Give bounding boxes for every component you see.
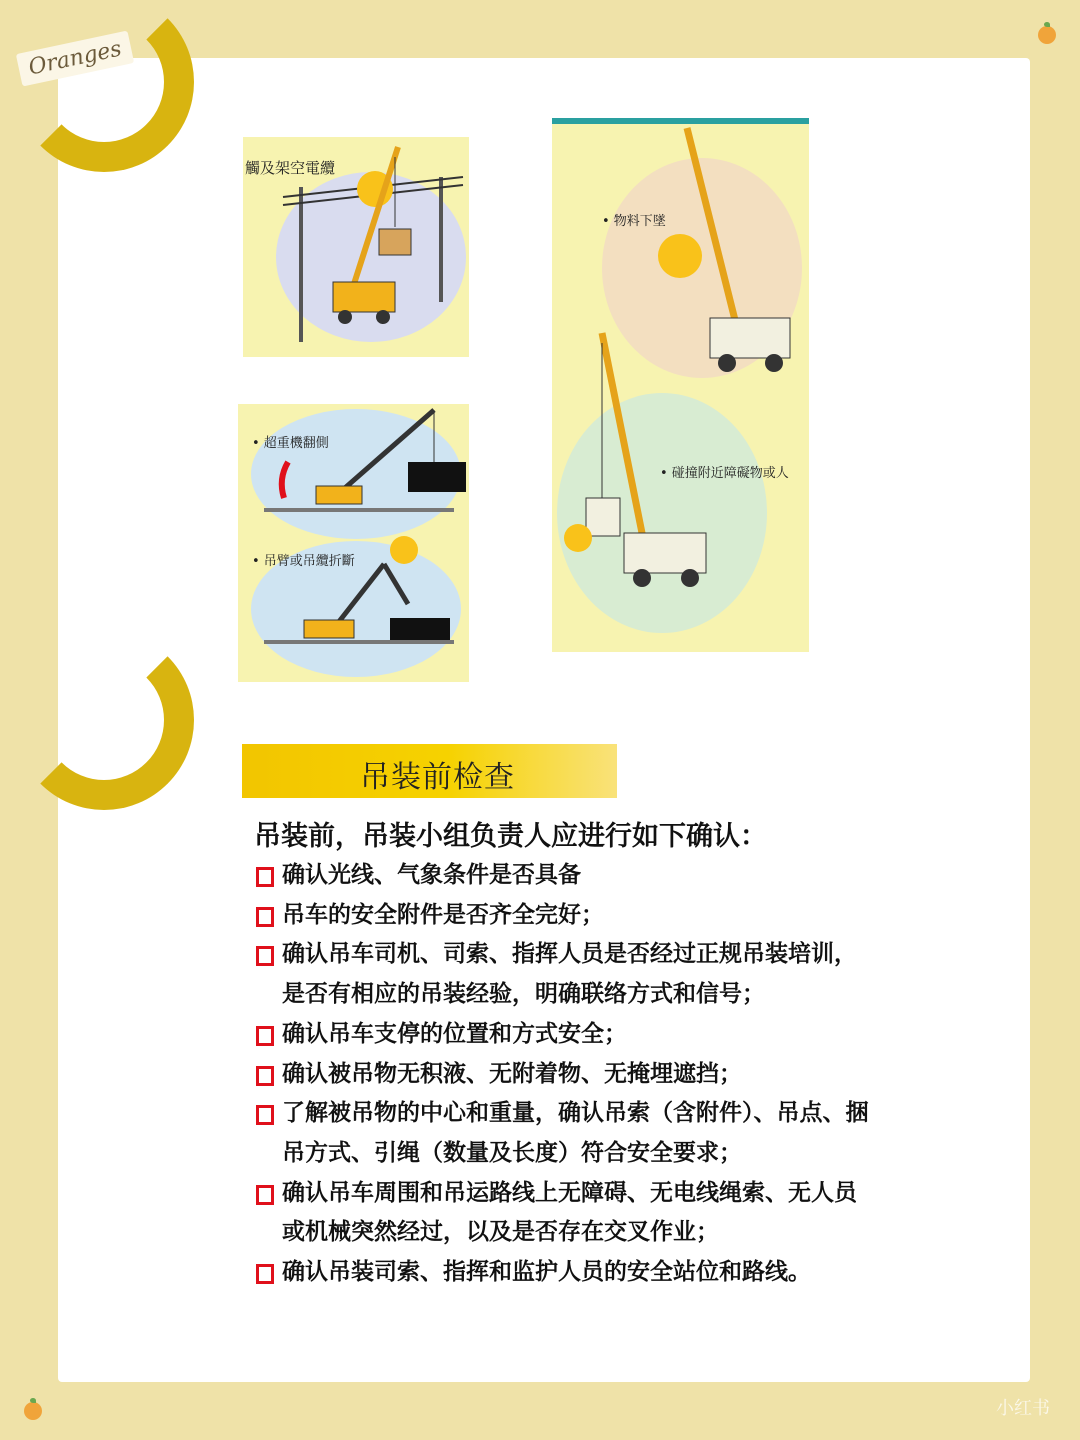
checkbox-icon xyxy=(256,1066,274,1086)
checkbox-icon xyxy=(256,1026,274,1046)
checkbox-icon xyxy=(256,1264,274,1284)
checklist-item xyxy=(254,896,874,936)
brand-logo: Oranges xyxy=(16,30,135,86)
checklist-item xyxy=(254,1015,874,1055)
section-title: 吊装前检查 xyxy=(360,760,515,795)
checklist-item-text: 确认吊车支停的位置和方式安全； xyxy=(282,1020,627,1047)
checkbox-icon xyxy=(256,1185,274,1205)
illustration-overhead-cable xyxy=(243,137,469,357)
falling-load-label: • 物料下墜 xyxy=(602,214,666,229)
inspection-checklist xyxy=(254,856,874,1293)
checkbox-icon xyxy=(256,867,274,887)
boom-break-label: • 吊臂或吊纜折斷 xyxy=(252,554,355,569)
checklist-item-text: 确认被吊物无积液、无附着物、无掩埋遮挡； xyxy=(282,1060,742,1087)
checklist-item xyxy=(254,1253,874,1293)
checklist-item-text: 确认吊车周围和吊运路线上无障碍、无电线绳索、无人员或机械突然经过，以及是否存在交叉作业； xyxy=(282,1179,857,1246)
checklist-item-text: 确认吊车司机、司索、指挥人员是否经过正规吊装培训，是否有相应的吊装经验，明确联络方式和信号； xyxy=(282,941,857,1008)
checklist-item-text: 吊车的安全附件是否齐全完好； xyxy=(282,901,604,928)
collision-label: • 碰撞附近障礙物或人 xyxy=(660,466,789,481)
orange-icon xyxy=(24,1402,42,1420)
illustration-tipping xyxy=(238,404,469,682)
orange-icon xyxy=(1038,26,1056,44)
checklist-item xyxy=(254,1174,874,1253)
crane-falling-illustration xyxy=(552,118,809,652)
checklist-item-text: 确认吊装司索、指挥和监护人员的安全站位和路线。 xyxy=(282,1259,811,1286)
decorative-arc-bottom xyxy=(14,630,194,810)
overhead-cable-label: 觸及架空電纜 xyxy=(245,159,336,177)
watermark: 小红书 xyxy=(996,1398,1050,1419)
checkbox-icon xyxy=(256,1105,274,1125)
tipping-label: • 超重機翻側 xyxy=(252,436,329,451)
checkbox-icon xyxy=(256,907,274,927)
illustration-falling-load xyxy=(552,118,809,652)
checkbox-icon xyxy=(256,946,274,966)
checklist-item xyxy=(254,1055,874,1095)
checklist-item-text: 确认光线、气象条件是否具备 xyxy=(282,862,581,888)
section-title-bar xyxy=(242,744,617,798)
checklist-item-text: 了解被吊物的中心和重量，确认吊索（含附件）、吊点、捆吊方式、引绳（数量及长度）符合安全要求； xyxy=(282,1100,869,1166)
checklist-item xyxy=(254,935,874,1014)
decorative-arc-top xyxy=(14,0,194,172)
checklist-item xyxy=(254,1094,874,1173)
section-intro: 吊装前，吊装小组负责人应进行如下确认： xyxy=(254,821,767,852)
checklist-item xyxy=(254,856,874,896)
